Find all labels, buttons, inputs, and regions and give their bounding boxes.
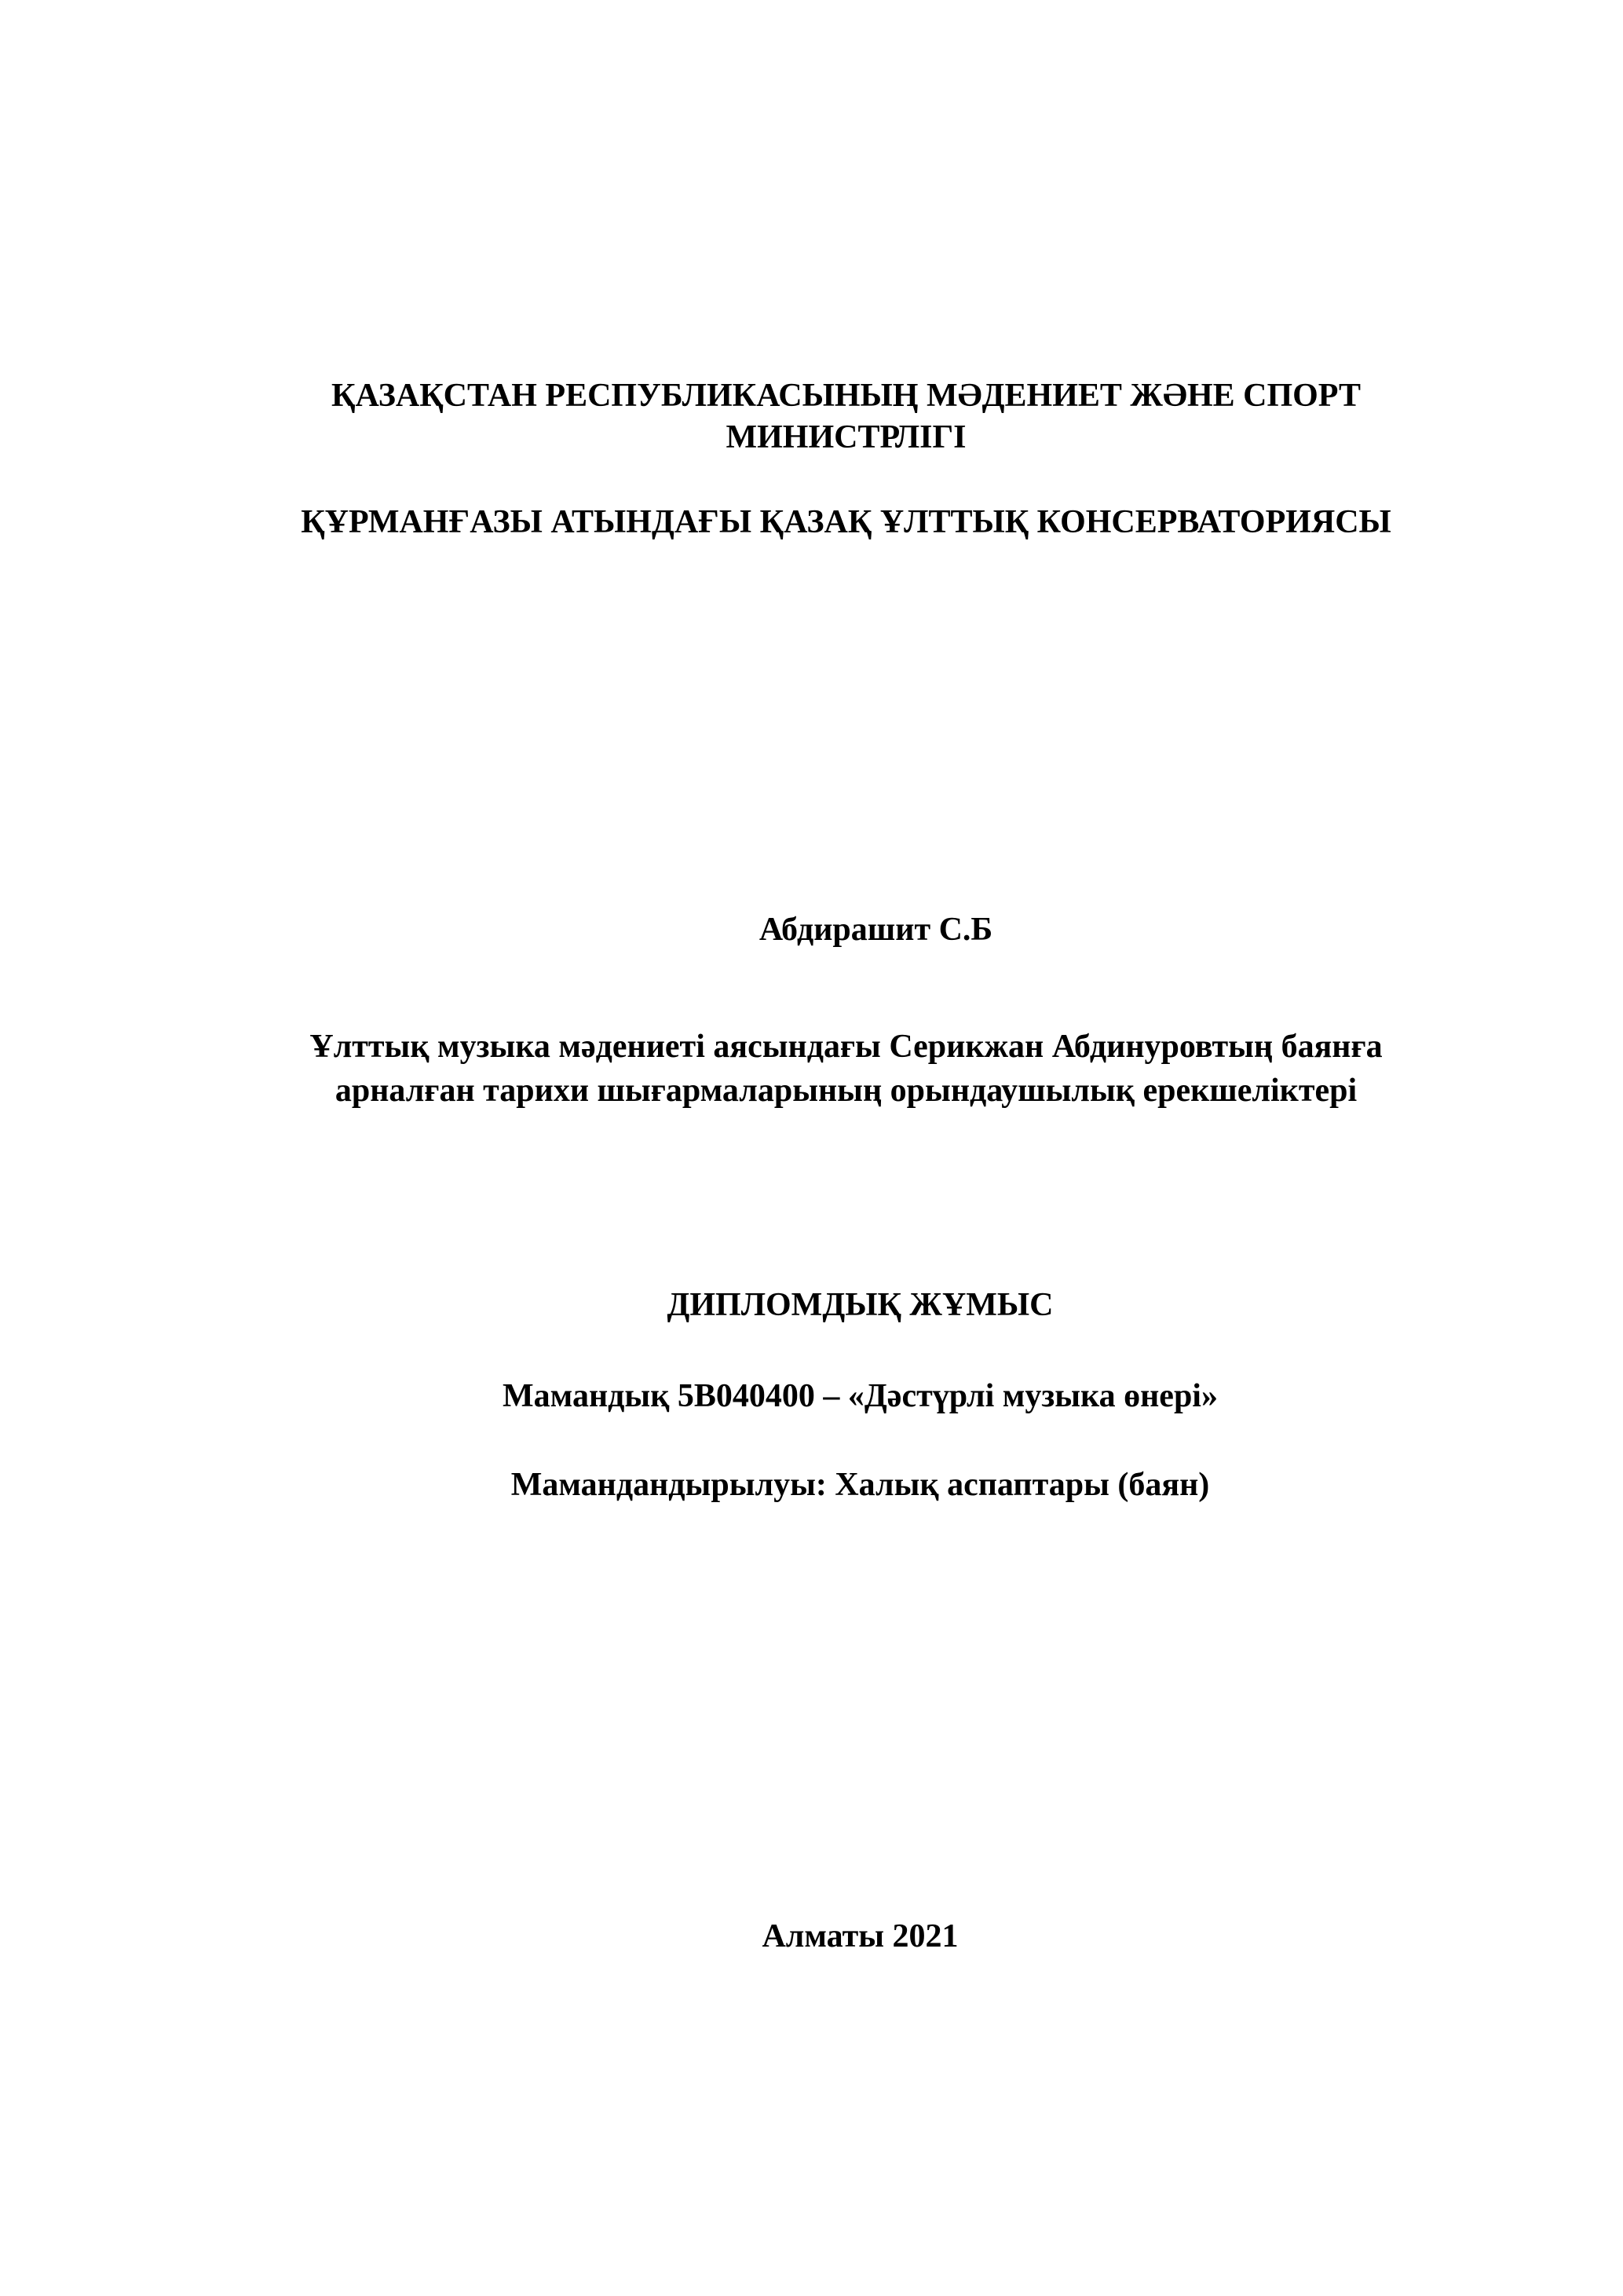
ministry-heading-line1: ҚАЗАҚСТАН РЕСПУБЛИКАСЫНЫҢ МӘДЕНИЕТ ЖӘНЕ СПОРТ <box>331 378 1361 414</box>
thesis-title-line2: арналған тарихи шығармаларының орындаушылық ерекшеліктері <box>334 1073 1358 1109</box>
thesis-title-line1: Ұлттық музыка мәдениеті аясындағы Серикжан Абдинуровтың баянға <box>309 1029 1383 1065</box>
specialty-line: Мамандық 5В040400 – «Дәстүрлі музыка өнері» <box>503 1378 1218 1414</box>
conservatory-heading: ҚҰРМАНҒАЗЫ АТЫНДАҒЫ ҚАЗАҚ ҰЛТТЫҚ КОНСЕРВАТОРИЯСЫ <box>301 504 1391 540</box>
specialization-line: Мамандандырылуы: Халық аспаптары (баян) <box>510 1467 1210 1503</box>
ministry-heading-line2: МИНИСТРЛІГІ <box>726 419 967 455</box>
author-name: Абдирашит С.Б <box>758 912 993 948</box>
city-year: Алматы 2021 <box>762 1918 959 1954</box>
work-type-heading: ДИПЛОМДЫҚ ЖҰМЫС <box>667 1287 1054 1323</box>
